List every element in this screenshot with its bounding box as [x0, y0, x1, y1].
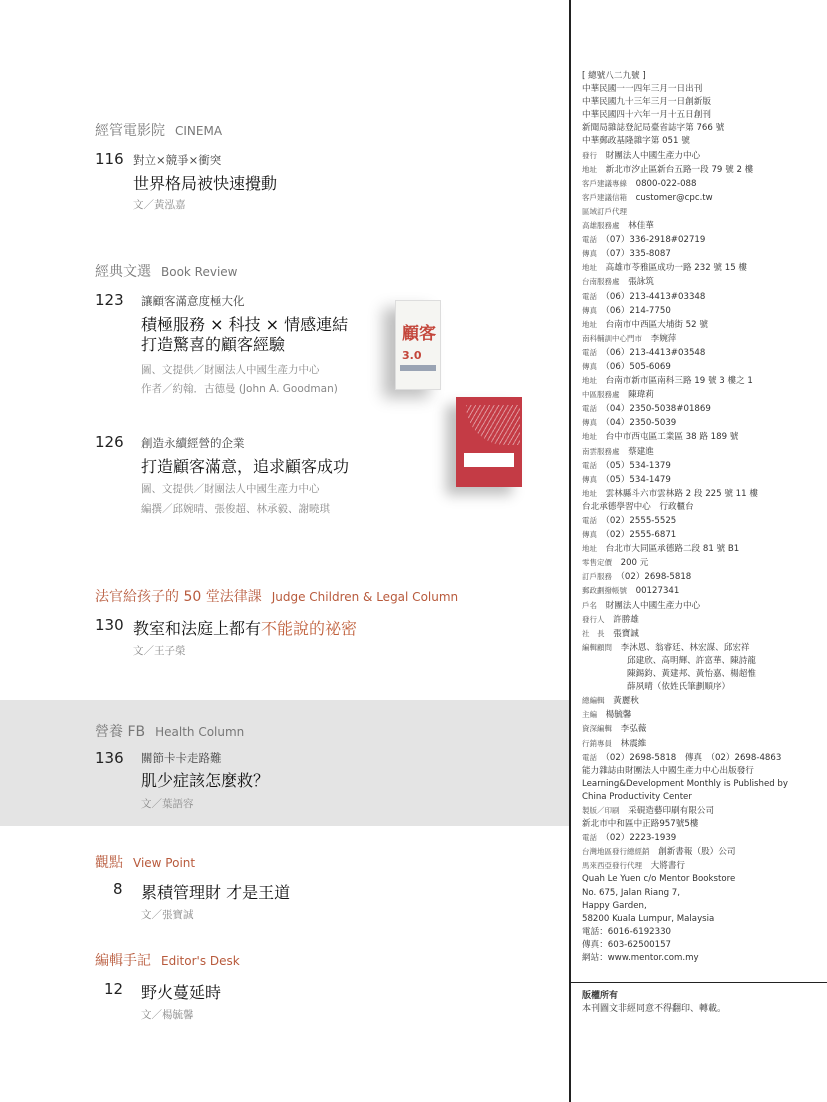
article-title[interactable]: 世界格局被快速攪動: [133, 174, 278, 193]
masthead-line: 58200 Kuala Lumpur, Malaysia: [582, 913, 715, 924]
masthead-line: 高雄服務處 林佳華: [582, 221, 654, 232]
masthead-line: 郵政劃撥帳號 00127341: [582, 586, 680, 597]
footer-divider: [569, 982, 827, 983]
article-subtitle: 讓顧客滿意度極大化: [141, 294, 245, 308]
masthead-line: 中華郵政基隆雜字第 051 號: [582, 136, 690, 147]
page-number: 130: [95, 616, 124, 634]
masthead-info: [582, 70, 822, 965]
masthead-line: No. 675, Jalan Riang 7,: [582, 887, 680, 898]
book-cover-image: [456, 397, 522, 487]
masthead-line: 電話 （02）2555-5525: [582, 516, 677, 526]
masthead-line: 台南服務處 張詠筑: [582, 277, 654, 288]
masthead-line: 中華民國四十六年一月十五日創刊: [582, 110, 711, 121]
article-title[interactable]: 積極服務 × 科技 × 情感連結: [141, 315, 349, 334]
masthead-line: 馬來西亞發行代理 大將書行: [582, 861, 685, 872]
section-cinema: 經管電影院 CINEMA: [95, 123, 223, 139]
masthead-line: 地址 台南市新市區南科三路 19 號 3 樓之 1: [582, 376, 753, 387]
page-number: 12: [104, 980, 124, 998]
copyright-text: 本刊圖文非經同意不得翻印、轉載。: [582, 1004, 727, 1014]
page-number: 123: [95, 291, 124, 309]
article-credit: 文／張寶誠: [141, 909, 194, 921]
section-book-review: 經典文選 Book Review: [95, 264, 238, 280]
page-number: 126: [95, 433, 124, 451]
masthead-line: 台灣地區發行總經銷 創新書報（股）公司: [582, 847, 736, 858]
masthead-line: 傳真 （06）505-6069: [582, 361, 671, 372]
masthead-line: 地址 新北市汐止區新台五路一段 79 號 2 樓: [582, 164, 754, 175]
masthead-line: 電話 （02）2698-5818 傳真 （02）2698-4863: [582, 752, 782, 763]
article-credit: 圖、文提供／財團法人中國生產力中心: [141, 483, 320, 495]
masthead-line: 總編輯 黃麗秋: [582, 696, 639, 707]
masthead-line: Learning&Development Monthly is Published by: [582, 778, 788, 789]
masthead-line: 新聞局雜誌登記局臺省誌字第 766 號: [582, 123, 725, 134]
masthead-line: 中華民國九十三年三月一日創新版: [582, 97, 711, 108]
masthead-line: 傳真：603-62500157: [582, 939, 672, 950]
masthead-line: 傳真 （06）214-7750: [582, 305, 671, 316]
masthead-line: 客戶建議信箱 customer@cpc.tw: [582, 192, 713, 203]
article-title[interactable]: 打造顧客滿意，追求顧客成功: [141, 457, 350, 476]
section-health: 營養 FB Health Column: [95, 724, 245, 740]
article-credit: 作者／約翰．古德曼 (John A. Goodman): [141, 383, 338, 395]
masthead-line: 陳錫鈞、黃建邦、黃怡嘉、楊超惟: [627, 669, 756, 680]
masthead-line: 客戶建議專線 0800-022-088: [582, 178, 697, 189]
masthead-line: 台北承德學習中心 行政櫃台: [582, 501, 694, 512]
article-title[interactable]: 野火蔓延時: [141, 983, 222, 1002]
masthead-line: 電話 （05）534-1379: [582, 460, 671, 471]
masthead-line: 能力雜誌由財團法人中國生產力中心出版發行: [582, 765, 754, 776]
masthead-line: 中華民國一一四年三月一日出刊: [582, 84, 703, 95]
masthead-line: 傳真 （04）2350-5039: [582, 418, 677, 429]
masthead-line: 資深編輯 李弘薇: [582, 724, 647, 735]
masthead-line: Quah Le Yuen c/o Mentor Bookstore: [582, 874, 736, 885]
masthead-line: China Productivity Center: [582, 791, 692, 802]
masthead-line: 網站：www.mentor.com.my: [582, 953, 699, 963]
masthead-line: 製版／印刷 采硯造藝印刷有限公司: [582, 805, 715, 816]
article-credit: 文／葉語容: [141, 798, 194, 810]
masthead-line: 電話 （02）2223-1939: [582, 833, 677, 844]
masthead-line: 地址 台北市大同區承德路二段 81 號 B1: [582, 544, 740, 555]
masthead-line: 邱建欣、高明輝、許富華、陳詩龍: [627, 655, 756, 666]
copyright-notice: [582, 990, 726, 1016]
page-number: 116: [95, 150, 124, 168]
masthead-line: 電話 （07）336-2918#02719: [582, 235, 706, 246]
masthead-line: 零售定價 200 元: [582, 558, 649, 569]
article-credit: 文／黃泓嘉: [133, 199, 186, 211]
article-title[interactable]: 打造驚喜的顧客經驗: [141, 335, 286, 354]
masthead-line: 電話 （06）213-4413#03548: [582, 347, 706, 358]
section-editors-desk: 編輯手記 Editor's Desk: [95, 953, 240, 969]
masthead-line: 傳真 （07）335-8087: [582, 249, 671, 260]
masthead-line: 地址 台中市西屯區工業區 38 路 189 號: [582, 432, 739, 443]
article-title[interactable]: 教室和法庭上都有不能說的祕密: [133, 619, 358, 638]
masthead-line: 傳真 （02）2555-6871: [582, 530, 677, 541]
masthead-line: [ 總號八二九號 ]: [582, 71, 646, 81]
article-title[interactable]: 肌少症該怎麼救？: [141, 771, 270, 790]
masthead-line: 南科輔訓中心門市 李婉萍: [582, 333, 677, 344]
masthead-line: 中區服務處 陳瑋莉: [582, 390, 654, 401]
masthead-line: Happy Garden,: [582, 900, 647, 911]
article-title[interactable]: 累積管理財 才是王道: [141, 883, 291, 902]
masthead-line: 薛夙晴（依姓氏筆劃順序）: [627, 682, 731, 693]
article-subtitle: 關節卡卡走路難: [141, 751, 222, 765]
article-subtitle: 對立×競爭×衝突: [133, 153, 222, 167]
masthead-line: 訂戶服務 （02）2698-5818: [582, 572, 692, 583]
masthead-line: 電話：6016-6192330: [582, 926, 672, 937]
copyright-heading: 版權所有: [582, 991, 619, 1001]
masthead-line: 發行 財團法人中國生產力中心: [582, 150, 701, 161]
page-number: 136: [95, 749, 124, 767]
masthead-line: 新北市中和區中正路957號5樓: [582, 819, 699, 830]
column-divider: [569, 0, 571, 1102]
article-credit: 文／王子榮: [133, 645, 186, 657]
masthead-line: 電話 （04）2350-5038#01869: [582, 404, 711, 415]
masthead-line: 地址 台南市中西區大埔街 52 號: [582, 319, 708, 330]
masthead-line: 區域訂戶代理: [582, 206, 627, 216]
masthead-line: 編輯顧問 李沐恩、翁睿廷、林宏謀、邱宏祥: [582, 642, 750, 653]
book-cover-image: 顧客3.0: [395, 300, 441, 390]
page-number: 8: [113, 880, 123, 898]
article-credit: 文／楊毓馨: [141, 1009, 194, 1021]
masthead-line: 主編 楊毓馨: [582, 710, 632, 721]
masthead-line: 行銷專員 林震維: [582, 738, 647, 749]
masthead-line: 地址 雲林縣斗六市雲林路 2 段 225 號 11 樓: [582, 488, 758, 499]
article-credit: 編撰／邱婉晴、張俊超、林承毅、謝曉琪: [141, 503, 330, 515]
section-law: 法官給孩子的 50 堂法律課 Judge Children & Legal Column: [95, 589, 459, 605]
health-column-band: [0, 700, 569, 826]
section-view-point: 觀點 View Point: [95, 855, 196, 871]
masthead-line: 戶名 財團法人中國生產力中心: [582, 600, 701, 611]
masthead-line: 南雲服務處 蔡建進: [582, 446, 654, 457]
article-credit: 圖、文提供／財團法人中國生產力中心: [141, 364, 320, 376]
masthead-line: 地址 高雄市苓雅區成功一路 232 號 15 樓: [582, 263, 747, 274]
article-subtitle: 創造永續經營的企業: [141, 436, 245, 450]
masthead-line: 電話 （06）213-4413#03348: [582, 291, 706, 302]
masthead-line: 傳真 （05）534-1479: [582, 474, 671, 485]
masthead-line: 發行人 許勝雄: [582, 614, 639, 625]
masthead-line: 社 長 張寶誠: [582, 628, 639, 639]
